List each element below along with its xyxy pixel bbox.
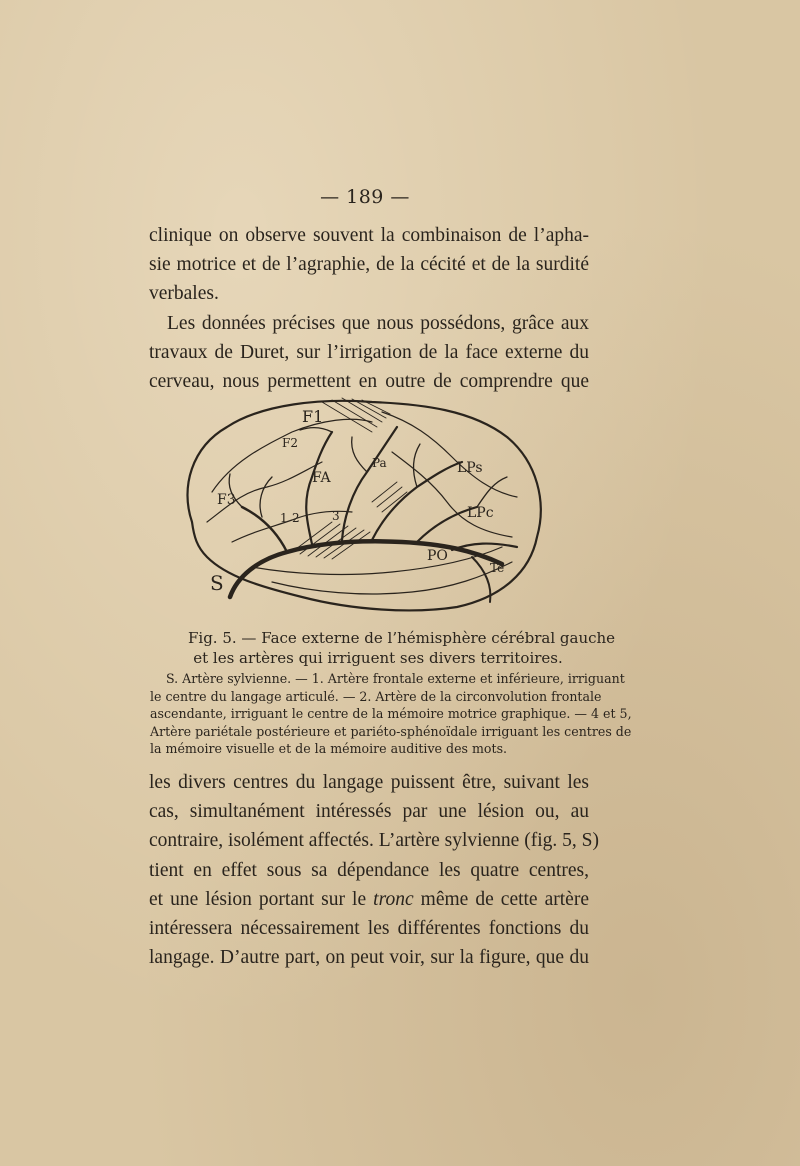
legend-line: ascendante, irriguant le centre de la mémoire motrice graphique. — 4 et 5, [150,706,632,721]
brain-figure [172,392,552,614]
legend-line: Artère pariétale postérieure et pariéto-sphénoïdale irriguant les centres de [150,723,632,739]
text-line: sie motrice et de l’agraphie, de la cécité et de la surdité [149,254,589,276]
label-lps: LPs [457,460,483,476]
text-run: et une lésion portant sur le [149,888,374,910]
text-line: clinique on observe souvent la combinaison de l’apha- [149,225,589,246]
label-s: S [210,571,224,595]
italic-word: tronc [373,888,414,910]
legend-line: S. Artère sylvienne. — 1. Artère frontale externe et inférieure, irriguant [166,671,625,686]
label-lpc: LPc [467,505,494,521]
label-pa: Pa [372,456,387,470]
paragraph-bottom [149,768,599,972]
caption-line: Fig. 5. — Face externe de l’hémisphère cérébral gauche [188,629,616,647]
label-1: 1 [280,511,288,525]
figure-caption [188,628,616,668]
label-po: PO [427,548,448,564]
text-run: même de cette artère [413,888,589,910]
figure-legend [150,670,632,758]
text-line: Les données précises que nous possédons, grâce aux [167,312,589,334]
brain-hemisphere-illustration [172,392,552,614]
text-line: cas, simultanément intéressés par une lésion ou, au [149,801,589,823]
page-number: — 189 — [320,186,410,208]
label-f3: F3 [217,492,236,508]
text-line: cerveau, nous permettent en outre de comprendre que [149,370,589,392]
text-line: intéressera nécessairement les différentes fonctions du [149,917,589,939]
text-line: tient en effet sous sa dépendance les quatre centres, [149,859,589,881]
label-2: 2 [292,511,300,525]
legend-line: la mémoire visuelle et de la mémoire auditive des mots. [150,741,508,756]
label-f1: F1 [302,407,324,426]
text-line: langage. D’autre part, on peut voir, sur la figure, que du [149,947,589,969]
paragraph-top [149,221,589,396]
label-f2: F2 [282,436,298,450]
text-line: verbales. [149,283,219,305]
label-te: Te [490,561,505,575]
caption-line: et les artères qui irriguent ses divers territoires. [193,649,563,667]
text-line: travaux de Duret, sur l’irrigation de la face externe du [149,341,589,363]
legend-line: le centre du langage articulé. — 2. Artère de la circonvolution frontale [150,688,602,704]
text-line: les divers centres du langage puissent être, suivant les [149,772,589,793]
label-fa: FA [312,470,331,486]
text-line [149,885,589,914]
label-3: 3 [332,509,340,523]
text-line: contraire, isolément affectés. L’artère sylvienne (fig. 5, S) [149,830,599,852]
